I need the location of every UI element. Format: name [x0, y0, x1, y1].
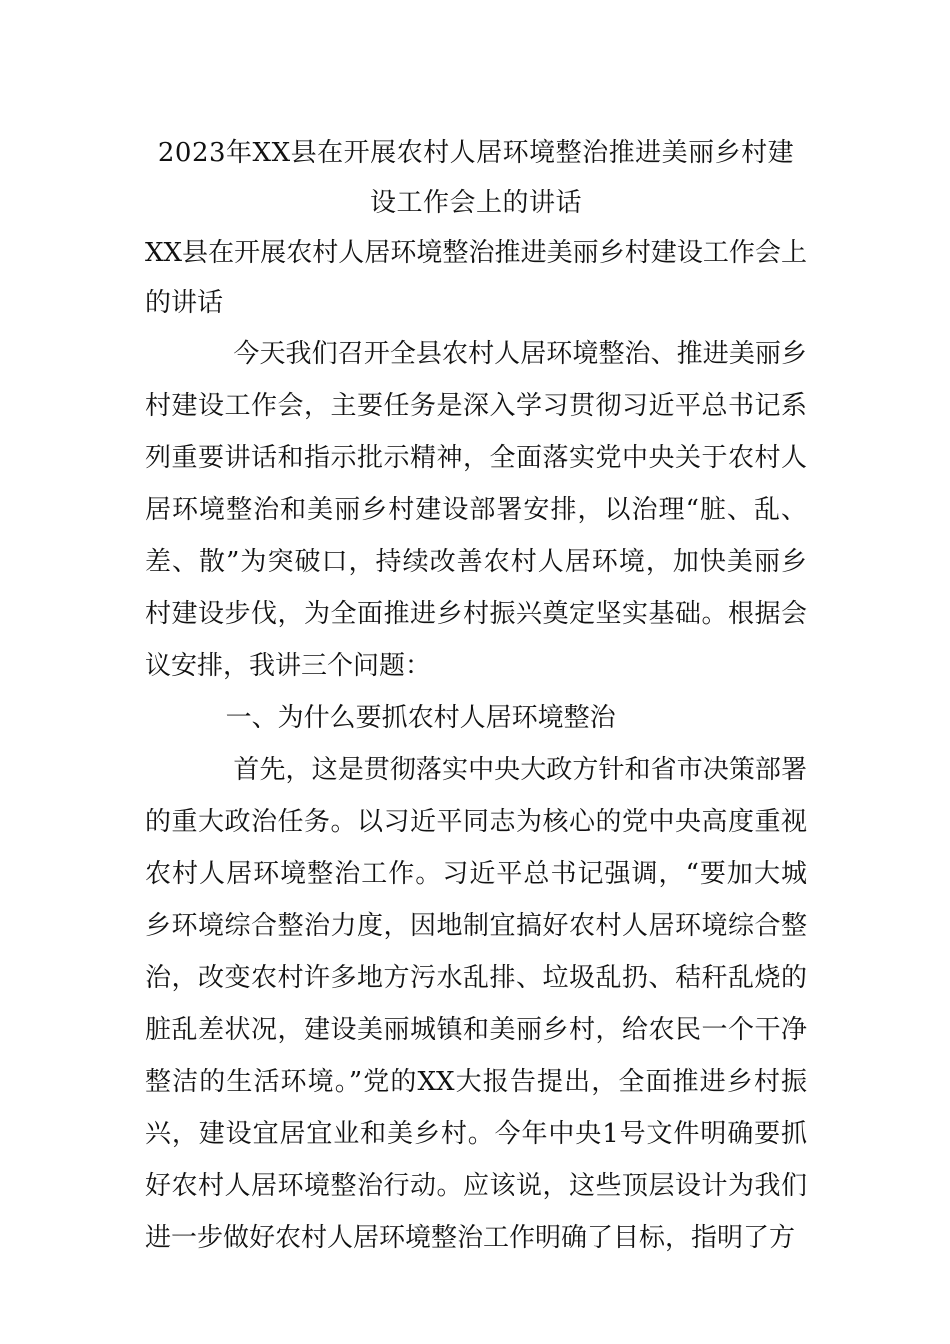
document-body — [145, 128, 807, 1264]
section-paragraph: 首先，这是贯彻落实中央大政方针和省市决策部署的重大政治任务。以习近平同志为核心的党中央高度重视农村人居环境整治工作。习近平总书记强调，“要加大城乡环境综合整治力度，因地制宜搞好农村人居环境综合整治，改变农村许多地方污水乱排、垃圾乱扔、秸秆乱烧的脏乱差状况，建设美丽城镇和美丽乡村，给农民一个干净整洁的生活环境。”党的XX大报告提出，全面推进乡村振兴，建设宜居宜业和美乡村。今年中央1号文件明确要抓好农村人居环境整治行动。应该说，这些顶层设计为我们进一步做好农村人居环境整治工作明确了目标，指明了方 — [145, 755, 807, 1253]
section-heading: 一、为什么要抓农村人居环境整治 — [225, 703, 616, 733]
document-subtitle: XX县在开展农村人居环境整治推进美丽乡村建设工作会上的讲话 — [145, 238, 807, 318]
document-title: 2023年XX县在开展农村人居环境整治推进美丽乡村建设工作会上的讲话 — [157, 138, 795, 218]
intro-paragraph: 今天我们召开全县农村人居环境整治、推进美丽乡村建设工作会，主要任务是深入学习贯彻习近平总书记系列重要讲话和指示批示精神，全面落实党中央关于农村人居环境整治和美丽乡村建设部署安排，以治理“脏、乱、差、散”为突破口，持续改善农村人居环境，加快美丽乡村建设步伐，为全面推进乡村振兴奠定坚实基础。根据会议安排，我讲三个问题： — [145, 339, 807, 681]
